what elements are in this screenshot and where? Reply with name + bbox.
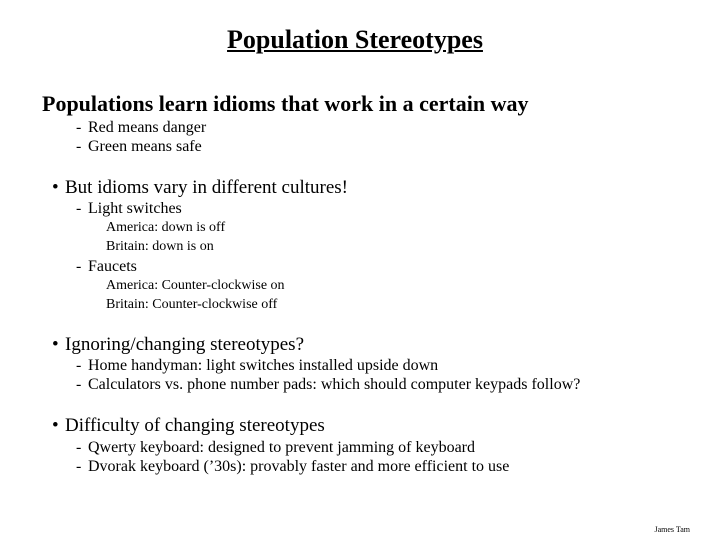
item-label: Light switches — [88, 200, 182, 217]
dash-marker: - — [76, 357, 82, 374]
author-footer: James Tam — [654, 525, 690, 534]
sub-item-america-switch: America: down is off — [106, 220, 226, 235]
item-label: Dvorak keyboard (’30s): provably faster and more efficient to use — [88, 458, 510, 475]
dash-marker: - — [76, 200, 82, 217]
bullet-label: But idioms vary in different cultures! — [65, 177, 349, 198]
item-label: Calculators vs. phone number pads: which should computer keypads follow? — [88, 376, 581, 393]
bullet-marker: • — [52, 415, 59, 436]
bullet-difficulty — [52, 415, 325, 437]
item-label: Faucets — [88, 258, 137, 275]
item-dvorak — [76, 457, 509, 476]
bullet-label: Ignoring/changing stereotypes? — [65, 334, 305, 355]
intro-item-green — [76, 137, 202, 156]
item-label: Qwerty keyboard: designed to prevent jamming of keyboard — [88, 439, 475, 456]
dash-marker: - — [76, 138, 82, 155]
sub-item-britain-faucet: Britain: Counter-clockwise off — [106, 297, 278, 312]
intro-item-label: Green means safe — [88, 138, 202, 155]
item-calculators — [76, 375, 580, 394]
item-qwerty — [76, 438, 475, 457]
bullet-marker: • — [52, 177, 59, 198]
bullet-label: Difficulty of changing stereotypes — [65, 415, 325, 436]
dash-marker: - — [76, 376, 82, 393]
item-light-switches — [76, 199, 182, 218]
sub-item-britain-switch: Britain: down is on — [106, 239, 214, 254]
dash-marker: - — [76, 439, 82, 456]
dash-marker: - — [76, 258, 82, 275]
dash-marker: - — [76, 458, 82, 475]
intro-item-red — [76, 118, 206, 137]
intro-item-label: Red means danger — [88, 119, 207, 136]
bullet-ignoring — [52, 334, 304, 356]
sub-item-america-faucet: America: Counter-clockwise on — [106, 278, 285, 293]
item-label: Home handyman: light switches installed upside down — [88, 357, 439, 374]
slide-title: Population Stereotypes — [227, 25, 483, 54]
item-faucets — [76, 257, 137, 276]
slide-heading: Populations learn idioms that work in a certain way — [42, 91, 529, 116]
bullet-marker: • — [52, 334, 59, 355]
bullet-cultures — [52, 177, 348, 199]
item-home-handyman — [76, 356, 438, 375]
dash-marker: - — [76, 119, 82, 136]
